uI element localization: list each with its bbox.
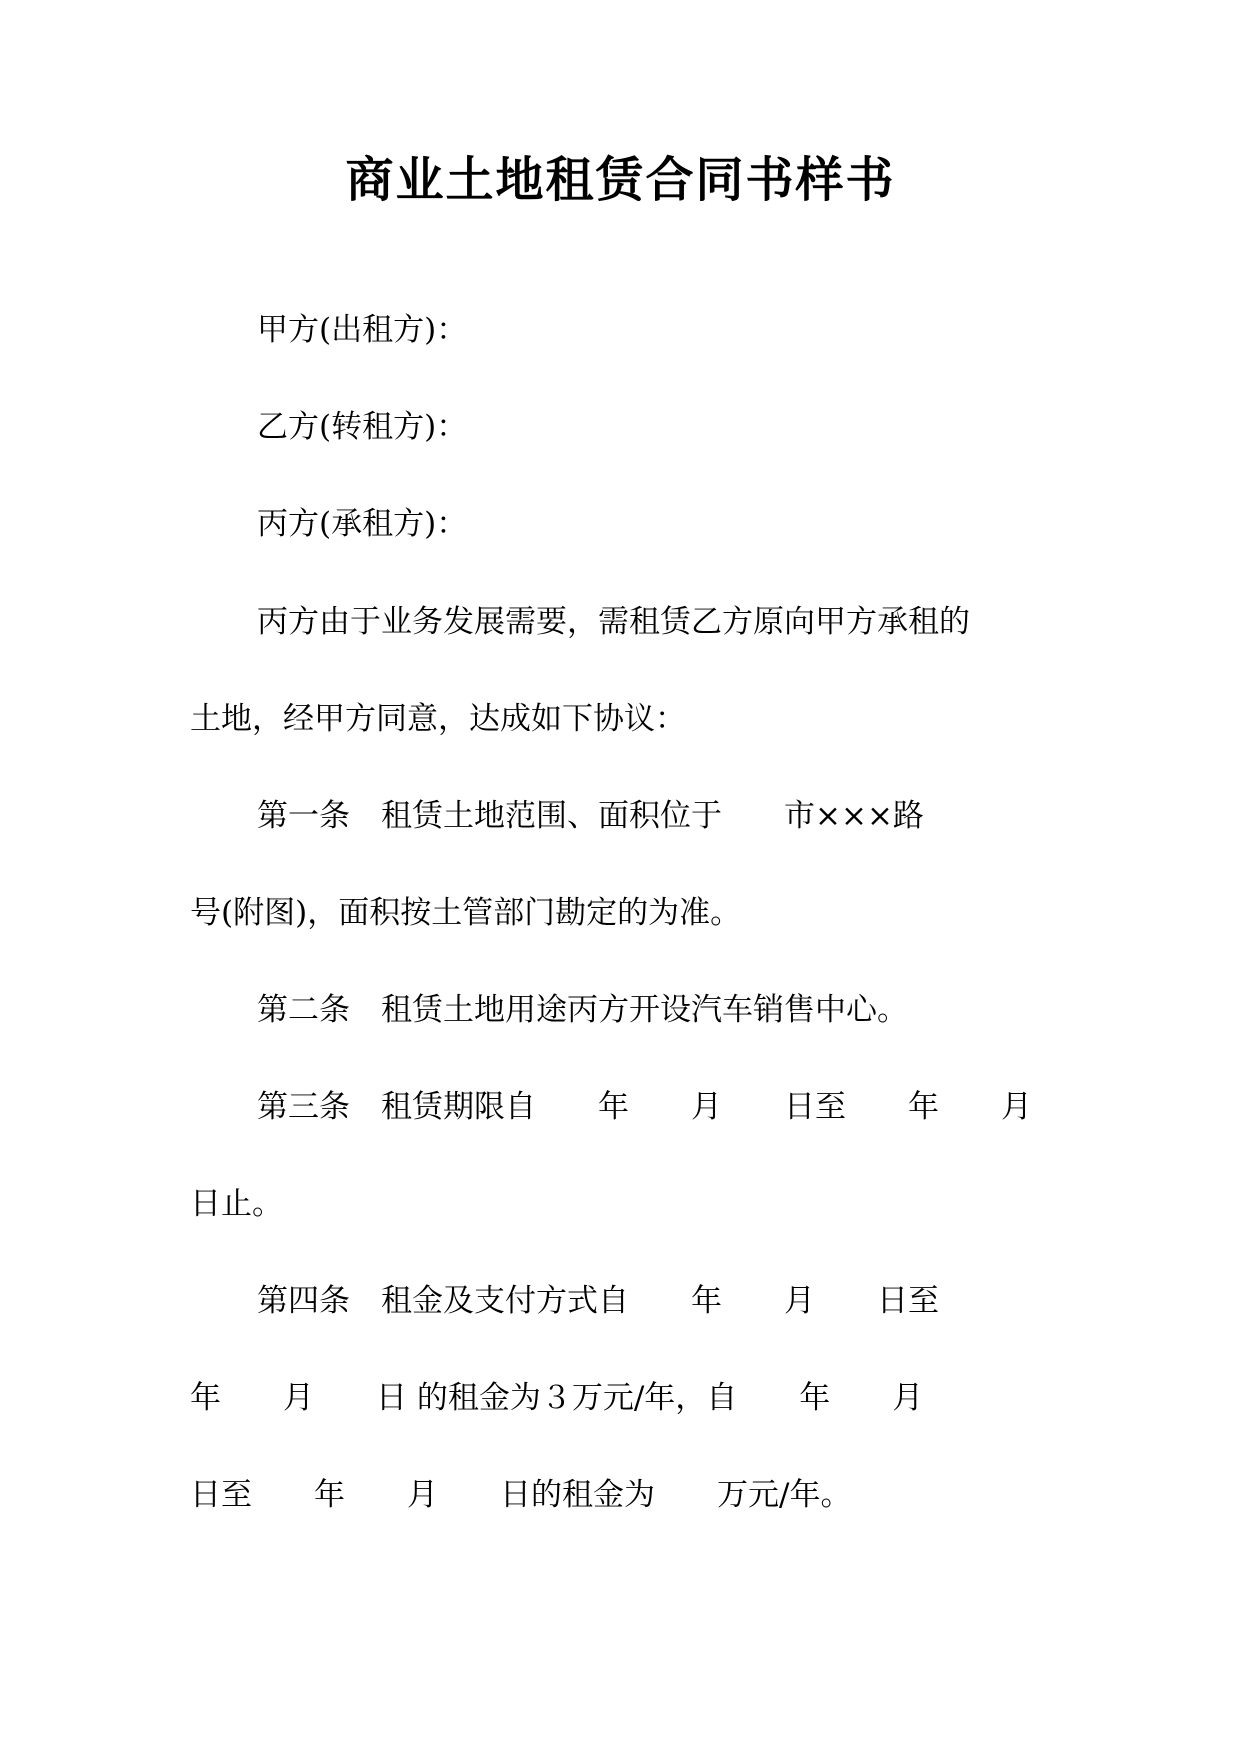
article-3-line-2: 日止。 [190,1186,283,1222]
article-2-line: 第二条 租赁土地用途丙方开设汽车销售中心。 [257,992,908,1028]
article-4-line-1: 第四条 租金及支付方式自 年 月 日至 [257,1283,939,1319]
article-4-line-2: 年 月 日 的租金为３万元/年，自 年 月 [190,1380,924,1416]
party-a-line: 甲方(出租方)： [257,312,468,348]
party-c-line: 丙方(承租方)： [257,506,468,542]
article-3-line-1: 第三条 租赁期限自 年 月 日至 年 月 [257,1089,1032,1125]
party-b-line: 乙方(转租方)： [257,409,468,445]
preamble-line-2: 土地，经甲方同意，达成如下协议： [190,701,686,737]
document-title: 商业土地租赁合同书样书 [345,152,896,208]
article-1-line-2: 号(附图)，面积按土管部门勘定的为准。 [190,895,742,931]
article-4-line-3: 日至 年 月 日的租金为 万元/年。 [190,1477,852,1513]
article-1-line-1: 第一条 租赁土地范围、面积位于 市×××路 [257,798,924,834]
preamble-line-1: 丙方由于业务发展需要，需租赁乙方原向甲方承租的 [257,604,970,640]
